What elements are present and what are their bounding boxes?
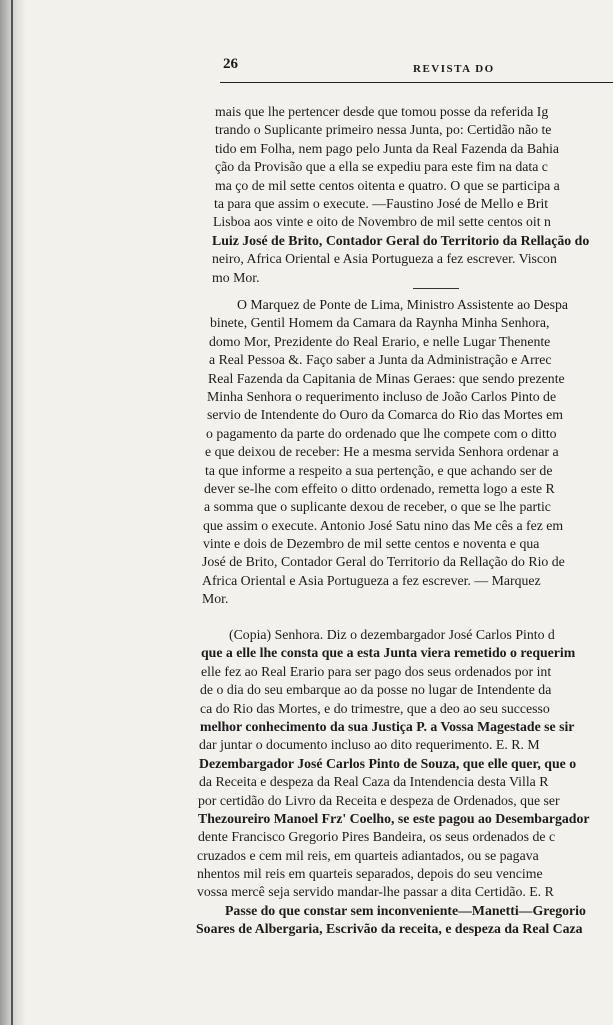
text-line: de o dia do seu embarque ao da posse no lugar de Intendente da xyxy=(200,682,552,698)
header-rule xyxy=(220,82,613,83)
text-line: servio de Intendente do Ouro da Comarca do Rio das Mortes em xyxy=(207,407,563,423)
text-line: cruzados e cem mil reis, em quarteis adiantados, ou se pagava xyxy=(197,847,539,863)
text-line: que a elle lhe consta que a esta Junta viera remetido o requerim xyxy=(201,645,576,661)
text-line: binete, Gentil Homem da Camara da Raynha Minha Senhora, xyxy=(210,315,550,331)
text-line: dar juntar o documento incluso ao dito requerimento. E. R. M xyxy=(199,737,540,753)
running-title: REVISTA DO xyxy=(413,63,495,75)
section-separator xyxy=(413,288,459,289)
text-line: Real Fazenda da Capitania de Minas Geraes: que sendo prezente xyxy=(208,370,565,386)
text-line: ma ço de mil sette centos oitenta e quatro. O que se participa a xyxy=(215,177,560,193)
text-line: Mor. xyxy=(202,591,229,607)
text-line: por certidão do Livro da Receita e despeza de Ordenados, que ser xyxy=(198,792,560,808)
text-line: da Receita e despeza da Real Caza da Intendencia desta Villa R xyxy=(199,774,549,790)
text-line: José de Brito, Contador Geral do Territorio da Rellação do Rio de xyxy=(202,554,565,570)
text-line: Luiz José de Brito, Contador Geral do Territorio da Rellação do xyxy=(212,232,590,248)
text-line: a Real Pessoa &. Faço saber a Junta da Administração e Arrec xyxy=(209,352,552,368)
text-line: trando o Suplicante primeiro nessa Junta, po: Certidão não te xyxy=(215,122,552,138)
text-line: elle fez ao Real Erario para ser pago dos seus ordenados por int xyxy=(201,663,552,679)
text-line: ta para que assim o execute. —Faustino José de Mello e Brit xyxy=(214,195,549,211)
paragraph-3 xyxy=(0,626,613,939)
text-line: Lisboa aos vinte e oito de Novembro de mil sette centos oit n xyxy=(213,214,551,230)
text-line: O Marquez de Ponte de Lima, Ministro Assistente ao Despa xyxy=(237,297,569,312)
paragraph-1 xyxy=(0,103,613,287)
text-line: dente Francisco Gregorio Pires Bandeira, os seus ordenados de c xyxy=(198,829,556,845)
text-line: tido em Folha, nem pago pelo Junta da Real Fazenda da Bahia xyxy=(215,140,560,156)
text-line: e que deixou de receber: He a mesma servida Senhora ordenar a xyxy=(205,444,559,460)
text-line: Africa Oriental e Asia Portugueza a fez escrever. — Marquez xyxy=(202,572,541,588)
text-line: nhentos mil reis em quarteis separados, depois do seu vencime xyxy=(197,866,543,882)
text-line: domo Mor, Prezidente do Real Erario, e nelle Lugar Thenente xyxy=(209,333,551,349)
text-line: dever se-lhe com effeito o ditto ordenado, remetta logo a este R xyxy=(204,480,555,496)
text-line: neiro, Africa Oriental e Asia Portugueza a fez escrever. Viscon xyxy=(212,251,557,267)
text-line: ca do Rio das Mortes, e do trimestre, que a deo ao seu successo xyxy=(200,700,550,716)
text-line: melhor conhecimento da sua Justiça P. a Vossa Magestade se sir xyxy=(200,718,575,734)
text-line: mo Mor. xyxy=(212,269,260,285)
text-line: ção da Provisão que a ella se expediu para este fim na data c xyxy=(215,159,548,175)
text-line: Thezoureiro Manoel Frz' Coelho, se este pagou ao Desembargador xyxy=(198,810,590,826)
text-line: a somma que o suplicante dexou de receber, o que se lhe partic xyxy=(204,499,551,515)
text-line: vinte e dois de Dezembro de mil sette centos e noventa e qua xyxy=(203,536,540,552)
text-line: ta que informe a respeito a sua pertenção, e que achando ser de xyxy=(205,462,553,478)
text-line: mais que lhe pertencer desde que tomou posse da referida Ig xyxy=(215,104,549,119)
text-line: (Copia) Senhora. Diz o dezembargador José Carlos Pinto d xyxy=(229,627,555,642)
paragraph-2 xyxy=(0,296,613,609)
text-line: Soares de Albergaria, Escrivão da receita, e despeza da Real Caza xyxy=(196,921,583,937)
text-line: o pagamento da parte do ordenado que lhe compete com o ditto xyxy=(206,425,557,441)
text-line: Minha Senhora o requerimento incluso de João Carlos Pinto de xyxy=(207,388,557,404)
text-line: Passe do que constar sem inconveniente—Manetti—Gregorio xyxy=(225,902,586,918)
text-line: que assim o execute. Antonio José Satu nino das Me cês a fez em xyxy=(203,517,564,533)
text-line: Dezembargador José Carlos Pinto de Souza, que elle quer, que o xyxy=(199,755,577,771)
page-number: 26 xyxy=(223,56,238,72)
text-line: vossa mercê seja servido mandar-lhe passar a dita Certidão. E. R xyxy=(197,884,554,900)
